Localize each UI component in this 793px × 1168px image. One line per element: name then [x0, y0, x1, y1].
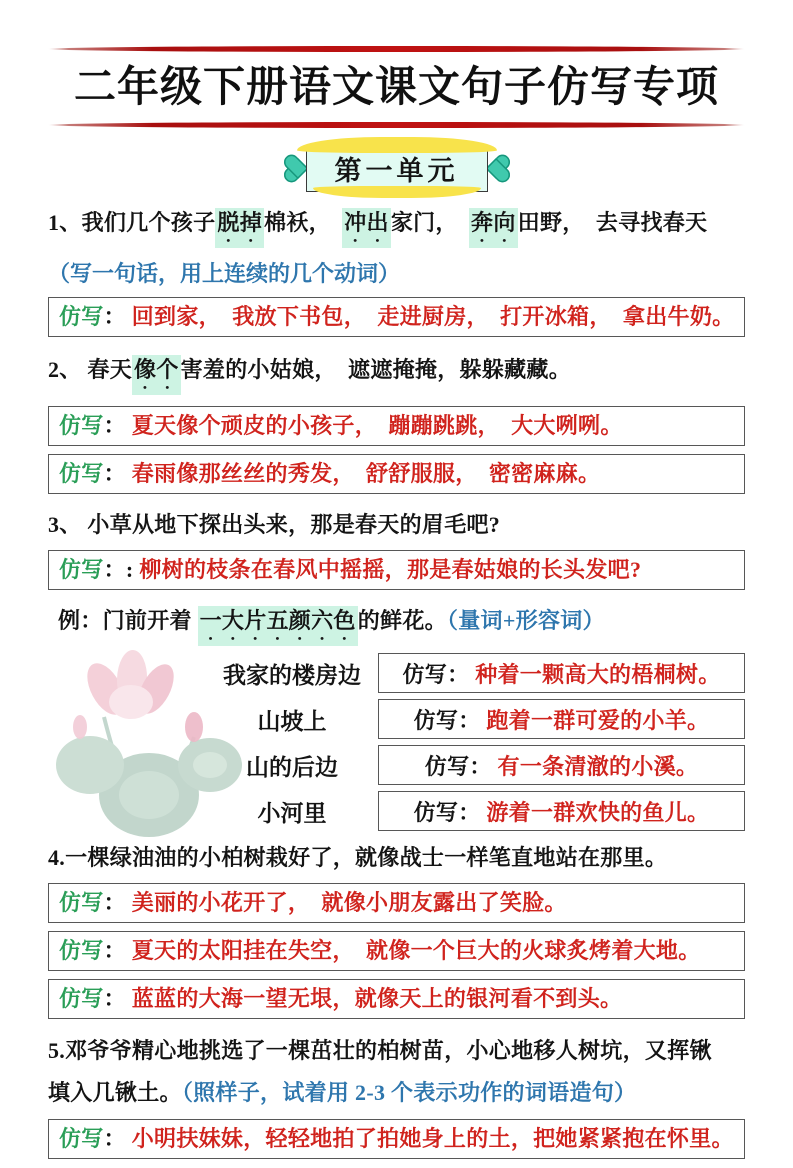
- text-segment: 3、 小草从地下探出头来，那是春天的眉毛吧?: [48, 512, 501, 537]
- answer-text: 游着一群欢快的鱼儿。: [486, 799, 710, 825]
- answer-colon: ：: [458, 799, 481, 825]
- answer-box-2b: [48, 454, 745, 494]
- answer-box-5: [48, 1119, 745, 1159]
- row-answer-box: [378, 745, 745, 785]
- answer-label: 仿写: [59, 304, 104, 329]
- question-1: [48, 206, 745, 247]
- row-place-label: 小河里: [257, 800, 327, 826]
- answer-text: 跑着一群可爱的小羊。: [486, 707, 710, 733]
- question-2: [48, 353, 745, 394]
- question-5: [48, 1033, 745, 1111]
- answer-label: 仿写: [59, 557, 104, 582]
- question-3: [48, 508, 745, 542]
- answer-label: 仿写: [413, 707, 459, 733]
- table-row: [216, 791, 745, 831]
- answer-box-4c: [48, 979, 745, 1019]
- question-5-line-1: [48, 1033, 745, 1069]
- answer-label: 仿写: [59, 1126, 104, 1151]
- text-segment: 1、我们几个孩子: [48, 210, 216, 235]
- answer-box-4b: [48, 931, 745, 971]
- row-answer-box: [378, 791, 745, 831]
- row-answer-box: [378, 699, 745, 739]
- text-segment: 的鲜花。: [357, 608, 447, 633]
- answer-colon: ：: [103, 938, 126, 963]
- emphasized-word: 像个: [132, 355, 181, 395]
- answer-colon: ：: [458, 707, 481, 733]
- emphasized-word: 脱掉: [215, 208, 264, 248]
- answer-label: 仿写: [424, 753, 470, 779]
- header-rule-top: [48, 46, 745, 52]
- answer-text: 春雨像那丝丝的秀发， 舒舒服服， 密密麻麻。: [131, 461, 601, 486]
- answer-label: 仿写: [59, 461, 104, 486]
- row-place-label: 山的后边: [246, 754, 338, 780]
- answer-label: 仿写: [59, 413, 104, 438]
- answer-colon: ：: [469, 753, 492, 779]
- answer-colon: ：:: [103, 557, 134, 582]
- text-segment: 例：门前开着: [58, 608, 198, 633]
- answer-box-4a: [48, 883, 745, 923]
- text-segment: （照样子，试着用 2-3 个表示功作的词语造句）: [181, 1080, 637, 1105]
- table-row: [216, 699, 745, 739]
- answer-colon: ：: [103, 304, 126, 329]
- unit-badge-label: 第一单元: [306, 145, 488, 192]
- answer-label: 仿写: [59, 938, 104, 963]
- question-4: [48, 841, 745, 875]
- text-segment: 5.邓爷爷精心地挑选了一棵茁壮的柏树苗，小心地移人树坑，又挥锹: [48, 1038, 712, 1063]
- answer-text: 夏天的太阳挂在失空， 就像一个巨大的火球炙烤着大地。: [131, 938, 701, 963]
- answer-box-1: [48, 297, 745, 337]
- text-segment: 家门，: [390, 210, 470, 235]
- text-segment: 害羞的小姑娘， 遮遮掩掩，躲躲藏藏。: [180, 357, 572, 382]
- emphasized-word: 冲出: [342, 208, 391, 248]
- text-segment: 棉袄，: [264, 210, 343, 235]
- answer-colon: ：: [103, 1126, 126, 1151]
- answer-colon: ：: [103, 461, 126, 486]
- example-rows: [216, 653, 745, 831]
- answer-text: 柳树的枝条在春风中摇摇，那是春姑娘的长头发吧?: [139, 557, 642, 582]
- example-table: [48, 653, 745, 835]
- answer-box-3: [48, 550, 745, 590]
- worksheet-page: [0, 46, 793, 1168]
- table-row: [216, 745, 745, 785]
- answer-colon: ：: [447, 661, 470, 687]
- answer-label: 仿写: [59, 986, 104, 1011]
- answer-colon: ：: [103, 413, 126, 438]
- answer-text: 回到家， 我放下书包， 走进厨房， 打开冰箱， 拿出牛奶。: [131, 304, 735, 329]
- answer-text: 蓝蓝的大海一望无垠，就像天上的银河看不到头。: [131, 986, 623, 1011]
- answer-colon: ：: [103, 890, 126, 915]
- text-segment: 田野， 去寻找春天: [517, 210, 708, 235]
- text-segment: （量词+形容词）: [446, 608, 605, 633]
- unit-badge: [48, 142, 745, 194]
- table-row: [216, 653, 745, 693]
- row-place-label: 我家的楼房边: [223, 662, 361, 688]
- answer-text: 小明扶妹妹，轻轻地拍了拍她身上的土，把她紧紧抱在怀里。: [131, 1126, 734, 1151]
- emphasized-word: 奔向: [469, 208, 518, 248]
- row-answer-box: [378, 653, 745, 693]
- answer-label: 仿写: [402, 661, 448, 687]
- answer-box-2a: [48, 406, 745, 446]
- answer-text: 种着一颗高大的梧桐树。: [475, 661, 721, 687]
- page-title: 二年级下册语文课文句子仿写专项: [73, 65, 719, 111]
- answer-text: 夏天像个顽皮的小孩子， 蹦蹦跳跳， 大大咧咧。: [131, 413, 623, 438]
- answer-label: 仿写: [413, 799, 459, 825]
- example-line: [48, 604, 745, 645]
- text-segment: 4.一棵绿油油的小柏树栽好了，就像战士一样笔直地站在那里。: [48, 845, 668, 870]
- text-segment: 填入几锹土。: [48, 1080, 182, 1105]
- answer-label: 仿写: [59, 890, 104, 915]
- question-5-line-2: [48, 1075, 745, 1111]
- header-rule-bottom: [48, 122, 745, 128]
- question-1-hint: （写一句话，用上连续的几个动词）: [48, 261, 401, 286]
- answer-text: 有一条清澈的小溪。: [497, 753, 699, 779]
- emphasized-word: 一大片五颜六色: [198, 606, 358, 646]
- answer-colon: ：: [103, 986, 126, 1011]
- text-segment: 2、 春天: [48, 357, 133, 382]
- answer-text: 美丽的小花开了， 就像小朋友露出了笑脸。: [131, 890, 567, 915]
- row-place-label: 山坡上: [257, 708, 327, 734]
